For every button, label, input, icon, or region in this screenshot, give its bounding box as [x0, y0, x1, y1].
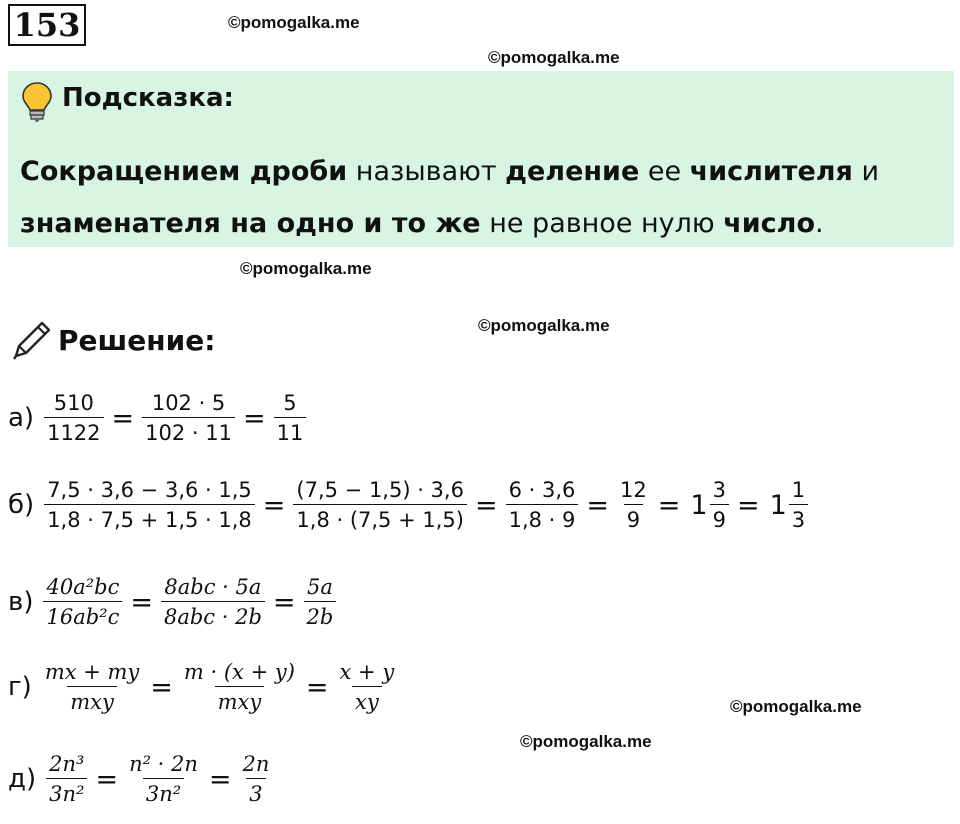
numerator: n² · 2n [129, 752, 198, 776]
numerator: 2n³ [49, 752, 85, 776]
denominator: 3 [789, 504, 808, 532]
numerator: (7,5 − 1,5) · 3,6 [296, 478, 464, 502]
fraction [304, 575, 337, 629]
numerator: 5a [306, 575, 333, 599]
solution-row-v [8, 575, 340, 629]
denominator: 3 [246, 778, 265, 806]
denominator: 3n² [143, 778, 184, 806]
fraction [710, 478, 729, 532]
denominator: 102 · 11 [142, 417, 235, 445]
denominator: 1122 [44, 417, 103, 445]
numerator: 5 [283, 391, 297, 415]
fraction [44, 478, 255, 532]
hint-text-segment: число [723, 208, 816, 239]
equals-sign: = [111, 402, 135, 434]
hint-title: Подсказка: [62, 83, 234, 113]
equals-sign: = [657, 489, 681, 521]
solution-row-g [8, 660, 401, 714]
equals-sign: = [130, 586, 153, 618]
equals-sign: = [272, 586, 296, 618]
solution-row-b [8, 478, 812, 532]
numerator: 2n [242, 752, 270, 776]
numerator: 8abc · 5a [164, 575, 262, 599]
denominator: 1,8 · (7,5 + 1,5) [293, 504, 467, 532]
denominator: 1,8 · 9 [506, 504, 579, 532]
problem-number: 153 [8, 4, 86, 46]
numerator: 40a²bc [46, 575, 120, 599]
fraction [617, 478, 650, 532]
numerator: m · (x + y) [183, 660, 295, 684]
numerator: 510 [53, 391, 94, 415]
denominator: mxy [215, 686, 265, 714]
item-label: г) [8, 672, 32, 702]
fraction [161, 575, 265, 629]
solution-row-a [8, 391, 310, 445]
denominator: 1,8 · 7,5 + 1,5 · 1,8 [44, 504, 255, 532]
fraction [42, 660, 142, 714]
denominator: mxy [67, 686, 117, 714]
denominator: 11 [274, 417, 307, 445]
item-label: д) [8, 764, 37, 794]
hint-text-segment: и [852, 156, 880, 187]
denominator: 8abc · 2b [161, 601, 265, 629]
watermark: ©pomogalka.me [240, 259, 372, 278]
hint-text-segment: числителя [689, 156, 853, 187]
hint-text-segment: ее [639, 156, 690, 187]
fraction [46, 752, 87, 806]
equals-sign: = [262, 489, 286, 521]
watermark: ©pomogalka.me [478, 316, 610, 335]
solution-title: Решение: [58, 324, 216, 357]
fraction [274, 391, 307, 445]
equals-sign: = [150, 671, 173, 703]
numerator: 12 [620, 478, 647, 502]
whole-part: 1 [690, 489, 708, 521]
watermark: ©pomogalka.me [730, 697, 862, 716]
hint-text-segment: . [815, 208, 824, 239]
fraction [44, 391, 103, 445]
fraction [181, 660, 298, 714]
fraction [43, 575, 122, 629]
hint-text-segment: Сокращением дроби [20, 156, 348, 187]
item-label: в) [8, 587, 34, 617]
fraction [506, 478, 579, 532]
numerator: 1 [791, 478, 806, 502]
fraction [337, 660, 398, 714]
whole-part: 1 [769, 489, 787, 521]
equals-sign: = [243, 402, 266, 434]
equals-sign: = [736, 489, 760, 521]
denominator: 9 [624, 504, 643, 532]
numerator: 7,5 · 3,6 − 3,6 · 1,5 [47, 478, 252, 502]
hint-text-segment: деление [505, 156, 640, 187]
lightbulb-icon [20, 80, 54, 124]
fraction [142, 391, 235, 445]
denominator: 16ab²c [43, 601, 122, 629]
watermark: ©pomogalka.me [228, 13, 360, 32]
hint-text-segment: не равное нулю [480, 208, 724, 239]
solution-row-d [8, 752, 276, 806]
equals-sign: = [208, 763, 232, 795]
denominator: 3n² [46, 778, 87, 806]
hint-text-segment: знаменателя на одно и то же [20, 208, 481, 239]
fraction [293, 478, 467, 532]
equals-sign: = [474, 489, 498, 521]
item-label: б) [8, 490, 35, 520]
equals-sign: = [95, 763, 119, 795]
hint-text [20, 146, 940, 250]
equals-sign: = [586, 489, 610, 521]
numerator: mx + my [44, 660, 140, 684]
numerator: 6 · 3,6 [508, 478, 576, 502]
fraction [126, 752, 201, 806]
numerator: 3 [712, 478, 726, 502]
item-label: а) [8, 403, 35, 433]
denominator: 9 [710, 504, 729, 532]
fraction [789, 478, 808, 532]
hint-text-segment: называют [347, 156, 506, 187]
equals-sign: = [305, 671, 329, 703]
denominator: 2b [304, 601, 337, 629]
numerator: 102 · 5 [151, 391, 226, 415]
watermark: ©pomogalka.me [520, 732, 652, 751]
watermark: ©pomogalka.me [488, 48, 620, 67]
fraction [240, 752, 273, 806]
numerator: x + y [339, 660, 395, 684]
pencil-icon [10, 318, 54, 362]
denominator: xy [352, 686, 382, 714]
